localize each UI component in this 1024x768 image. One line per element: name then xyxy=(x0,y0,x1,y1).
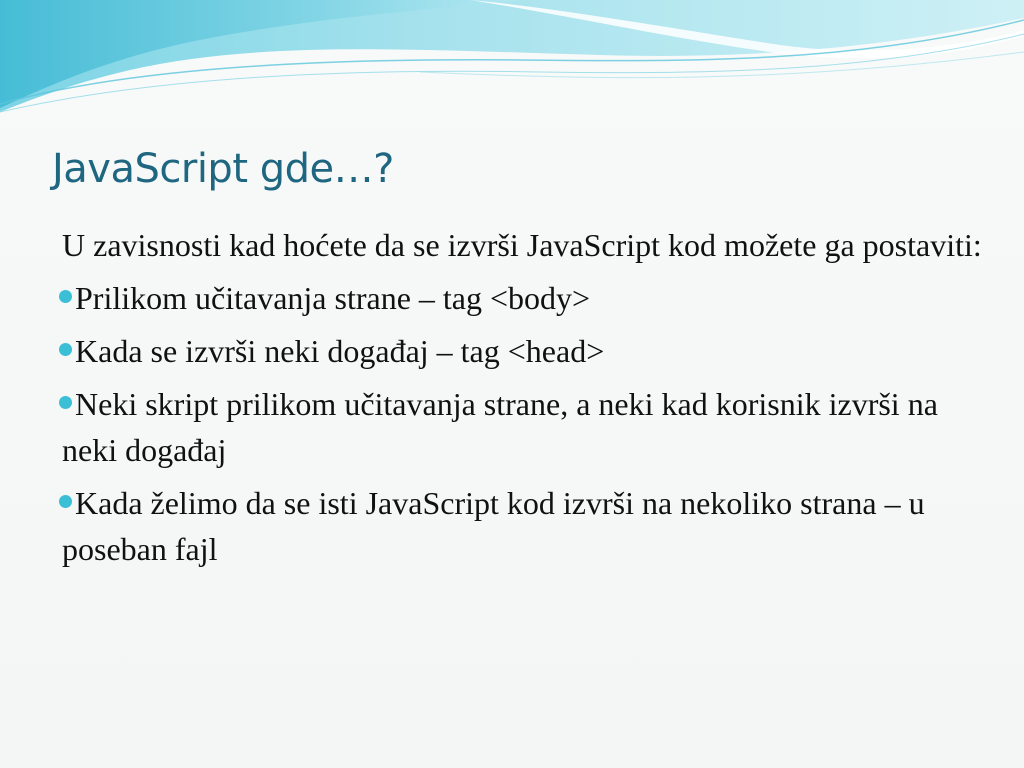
bullet-dot-icon xyxy=(59,290,72,303)
intro-paragraph: U zavisnosti kad hoćete da se izvrši JavaScript kod možete ga postaviti: xyxy=(62,227,982,263)
bullet-item xyxy=(62,480,982,572)
bullet-text: Prilikom učitavanja strane – tag <body> xyxy=(75,280,591,316)
bullet-text: Kada želimo da se isti JavaScript kod izvrši na nekoliko strana – u poseban fajl xyxy=(62,485,925,567)
bullet-item xyxy=(62,328,982,374)
bullet-text: Kada se izvrši neki događaj – tag <head> xyxy=(75,333,605,369)
bullet-item xyxy=(62,381,982,473)
slide-body xyxy=(62,222,982,579)
bullet-dot-icon xyxy=(59,343,72,356)
bullet-item xyxy=(62,275,982,321)
bullet-text: Neki skript prilikom učitavanja strane, a neki kad korisnik izvrši na neki događaj xyxy=(62,386,938,468)
bullet-dot-icon xyxy=(59,495,72,508)
bullet-dot-icon xyxy=(59,396,72,409)
header-wave-decoration xyxy=(0,0,1024,130)
slide-title: JavaScript gde…? xyxy=(52,146,394,192)
